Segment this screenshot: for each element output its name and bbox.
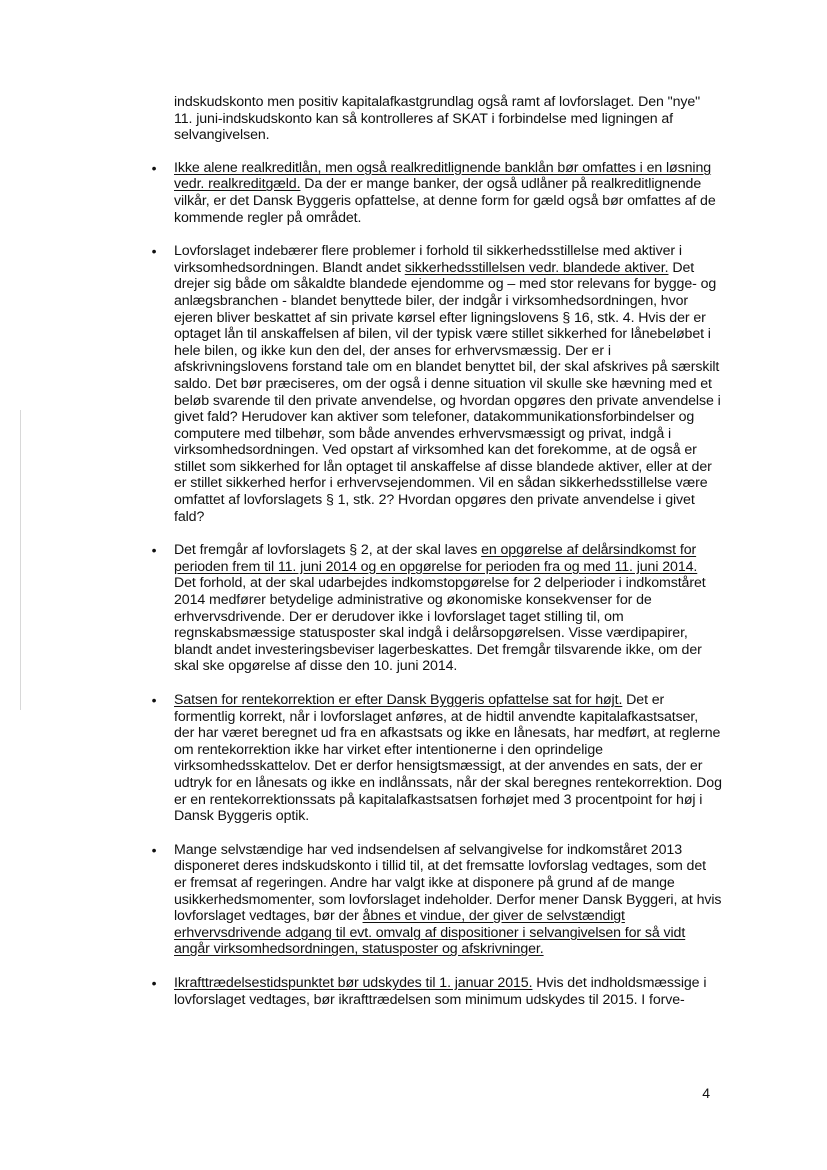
- bullet-glyph: •: [151, 841, 157, 858]
- bullet-glyph: •: [151, 243, 157, 260]
- plain-text: Det fremgår af lovforslagets § 2, at der skal laves: [174, 542, 482, 559]
- page-number: 4: [702, 1085, 710, 1101]
- intro-paragraph: indskudskonto men positiv kapitalafkastgrundlag også ramt af lovforslaget. Den "nye" 11. juni-indskudskonto kan så kontrolleres af SKAT i forbindelse med ligningen af selvangivelsen.: [174, 94, 701, 144]
- bullet-text: [174, 160, 722, 226]
- bullet-item-2: [151, 243, 722, 525]
- underlined-text: sikkerhedsstillelsen vedr. blandede aktiver.: [404, 259, 669, 276]
- bullet-text: [174, 243, 722, 525]
- underlined-text: en opgørelse af delårsindkomst for perioden frem til 11. juni 2014 og en opgørelse for perioden fra og med 11. juni 2014.: [174, 542, 698, 575]
- plain-text: Da der er mange banker, der også udlåner på realkreditlignende vilkår, er det Dansk Byggeris opfattelse, at denne form for gæld også bør omfattes af de kommende regler på området.: [174, 176, 716, 226]
- plain-text: Hvis det indholdsmæssige i lovforslaget vedtages, bør ikrafttrædelsen som minimum udskydes til 2015. I forve-: [174, 974, 707, 1008]
- bullet-item-3: [151, 542, 722, 675]
- bullet-item-5: [151, 841, 722, 958]
- scan-margin-mark: [20, 410, 21, 710]
- bullet-glyph: •: [151, 542, 157, 559]
- underlined-text: Ikke alene realkreditlån, men også realkreditlignende banklån bør omfattes i en løsning vedr. realkreditgæld.: [174, 159, 712, 193]
- bullet-text: [174, 842, 722, 958]
- underlined-text: Satsen for rentekorrektion er efter Dansk Byggeris opfattelse sat for højt.: [174, 692, 623, 708]
- bullet-glyph: •: [151, 692, 157, 708]
- plain-text: Det forhold, at der skal udarbejdes indkomstopgørelse for 2 delperioder i indkomståret 2014 medfører betydelige administrative og økonomiske konsekvenser for de erhvervsdrivende. Der er derudover ikke i lovforslaget taget stilling til, om regnskabsmæssige statusposter skal indgå i delårsopgørelsen. Visse værdipapirer, blandt andet investeringsbeviser lagerbeskattes. Det fremgår tilsvarende ikke, om der skal ske opgørelse af disse den 10. juni 2014.: [174, 575, 706, 675]
- bullet-item-6: [151, 974, 722, 1008]
- bullet-text: [174, 692, 722, 825]
- underlined-text: Ikrafttrædelsestidspunktet bør udskydes til 1. januar 2015.: [174, 974, 533, 991]
- bullet-glyph: •: [151, 974, 157, 991]
- plain-text: Det er formentlig korrekt, når i lovforslaget anføres, at de hidtil anvendte kapitalafkastsatser, der har været beregnet ud fra en afkastsats og ikke en lånesats, har medført, at reglerne om rentekorrektion ikke har virket efter intentionerne i den oprindelige virksomhedsskattelov. Det er derfor hensigtsmæssigt, at der anvendes en sats, der er udtryk for en lånesats og ikke en indlånssats, når der skal beregnes rentekorrektion. Dog er en rentekorrektionssats på kapitalafkastsatsen forhøjet med 3 procentpoint for høj i Dansk Byggeris optik.: [174, 692, 722, 825]
- bullet-item-1: [151, 159, 722, 226]
- bullet-glyph: •: [151, 159, 157, 176]
- plain-text: Lovforslaget indebærer flere problemer i forhold til sikkerhedsstillelse med aktiver i virksomhedsordningen. Blandt andet: [174, 243, 682, 276]
- bullet-text: [174, 975, 722, 1008]
- bullet-item-4: [151, 692, 722, 825]
- plain-text: Mange selvstændige har ved indsendelsen af selvangivelse for indkomståret 2013 disponeret deres indskudskonto i tillid til, at det fremsatte lovforslag vedtages, som det er fremsat af regeringen. Andre har valgt ikke at disponere på grund af de mange usikkerhedsmomenter, som lovforslaget indeholder. Derfor mener Dansk Byggeri, at hvis lovforslaget vedtages, bør der: [174, 841, 722, 925]
- document-body: [151, 94, 722, 1008]
- bullet-text: [174, 542, 722, 675]
- underlined-text: åbnes et vindue, der giver de selvstændigt erhvervsdrivende adgang til evt. omvalg af dispositioner i selvangivelsen for så vidt angår virksomhedsordningen, statusposter og afskrivninger.: [174, 908, 686, 958]
- plain-text: Det drejer sig både om såkaldte blandede ejendomme og – med stor relevans for bygge- og anlægsbranchen - blandet benyttede biler, der indgår i virksomhedsordningen, hvor ejeren bliver beskattet af sin private kørsel efter ligningslovens § 16, stk. 4. Hvis der er optaget lån til anskaffelsen af bilen, vil der typisk være stillet sikkerhed for lånebeløbet i hele bilen, og ikke kun den del, der anses for erhvervsmæssig. Der er i afskrivningslovens forstand tale om en blandet benyttet bil, der skal afskrives på særskilt saldo. Det bør præciseres, om der også i denne situation vil skulle ske hævning med et beløb svarende til den private anvendelse, og hvordan opgøres den private anvendelse i givet fald? Herudover kan aktiver som telefoner, datakommunikationsforbindelser og computere med tilbehør, som både anvendes erhvervsmæssigt og privat, indgå i virksomhedsordningen. Ved opstart af virksomhed kan det forekomme, at de også er stillet som sikkerhed for lån optaget til anskaffelse af disse blandede aktiver, eller at der er stillet sikkerhed herfor i erhvervsejendommen. Vil en sådan sikkerhedsstillelse være omfattet af lovforslagets § 1, stk. 2? Hvordan opgøres den private anvendelse i givet fald?: [174, 259, 721, 525]
